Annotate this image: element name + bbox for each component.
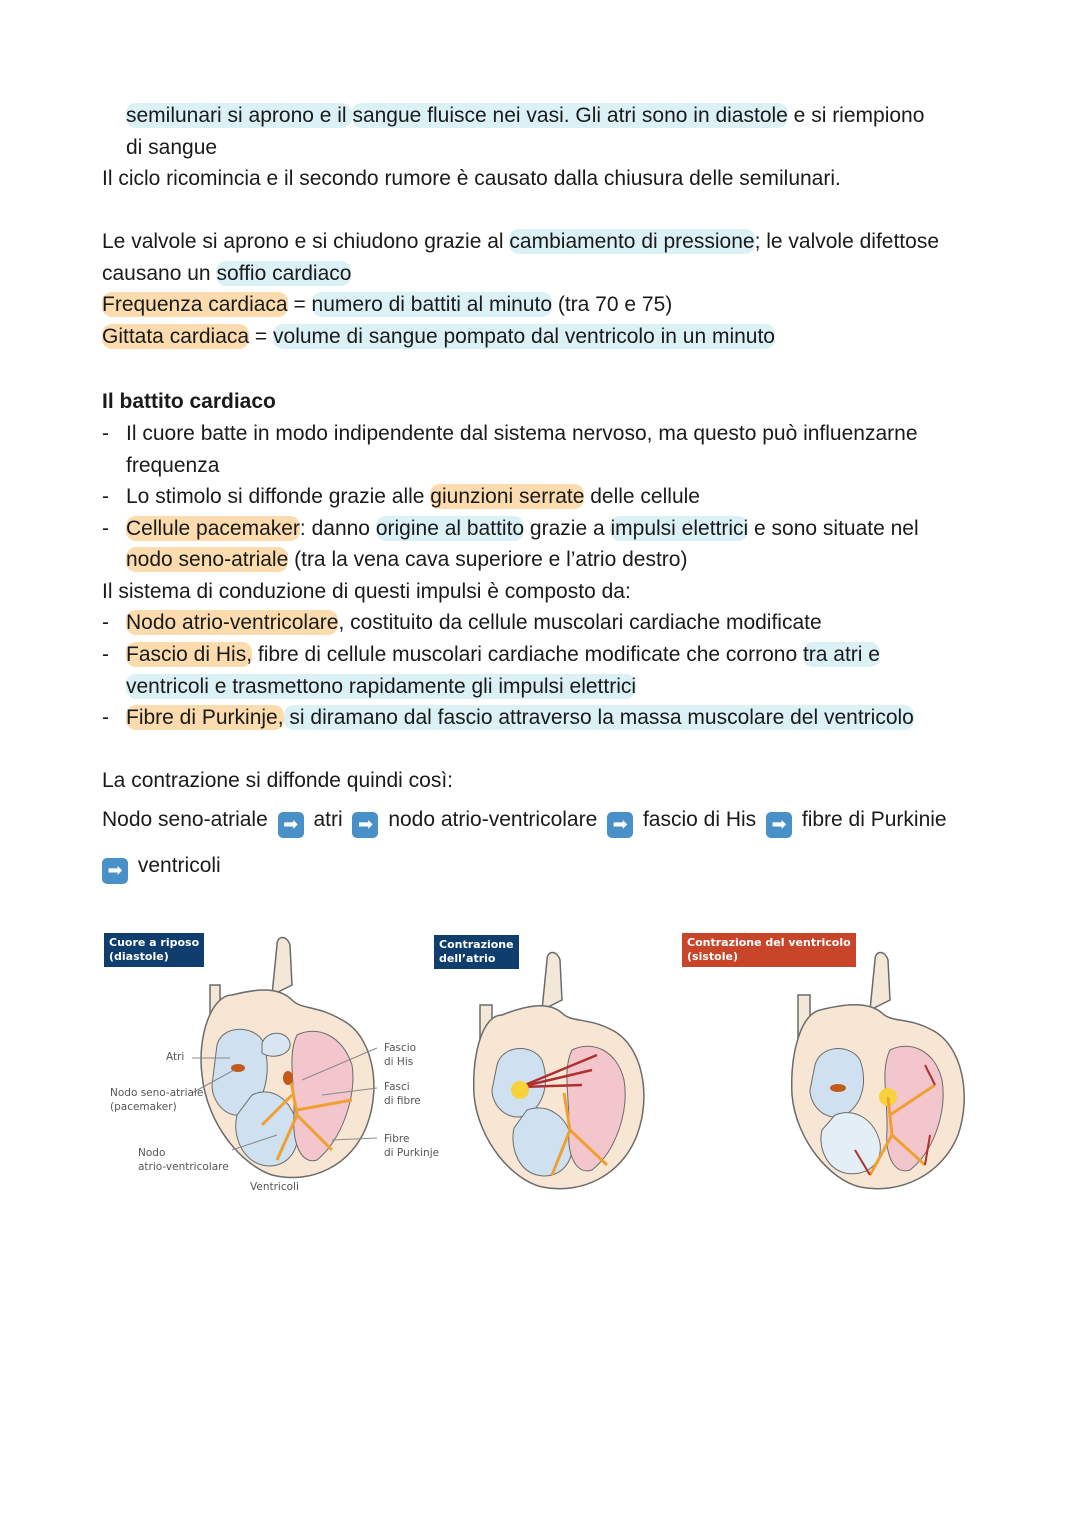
- arrow-right-icon: ➡: [352, 812, 378, 838]
- bullet-text: Fascio di His, fibre di cellule muscolari cardiache modificate che corrono tra atri e: [126, 643, 880, 666]
- sequence-line: ➡ ventricoli: [100, 851, 221, 884]
- highlight-term: Cellule pacemaker: [126, 517, 300, 540]
- highlight-text: impulsi elettrici: [610, 517, 749, 540]
- text-line: Le valvole si aprono e si chiudono grazie al cambiamento di pressione; le valvole difettose: [102, 230, 939, 253]
- bullet-dash: -: [102, 485, 109, 508]
- highlight-text: sangue fluisce nei vasi. Gli atri sono in diastole: [352, 104, 788, 127]
- highlight-text: origine al battito: [375, 517, 525, 540]
- highlight-text: si diramano dal fascio attraverso la massa muscolare del ventricolo: [283, 706, 914, 729]
- text-line: causano un soffio cardiaco: [102, 262, 352, 285]
- label-fibre-purkinje: Fibre di Purkinje: [384, 1133, 440, 1159]
- text-line: Gittata cardiaca = volume di sangue pompato dal ventricolo in un minuto: [102, 325, 775, 348]
- text-line: [126, 101, 924, 131]
- bullet-text: frequenza: [126, 454, 220, 477]
- bullet-text: [126, 703, 914, 733]
- label-fascio-his: Fascio di His: [384, 1042, 417, 1068]
- text-line: Frequenza cardiaca = numero di battiti al minuto (tra 70 e 75): [102, 293, 673, 316]
- text-line: La contrazione si diffonde quindi così:: [102, 769, 454, 792]
- bullet-text: Cellule pacemaker: danno origine al battito grazie a impulsi elettrici e sono situate nel: [126, 517, 919, 540]
- highlight-term: Fibre di Purkinje,: [126, 706, 284, 729]
- bullet-text: Nodo atrio-ventricolare, costituito da cellule muscolari cardiache modificate: [126, 611, 822, 634]
- text-line: di sangue: [126, 136, 218, 159]
- highlight-text: numero di battiti al minuto: [311, 293, 553, 316]
- heart-diagram-ventricular-contraction: [680, 925, 980, 1200]
- arrow-right-icon: ➡: [278, 812, 304, 838]
- text-line: Il sistema di conduzione di questi impulsi è composto da:: [102, 580, 631, 603]
- arrow-right-icon: ➡: [766, 812, 792, 838]
- arrow-right-icon: ➡: [607, 812, 633, 838]
- bullet-dash: -: [102, 517, 109, 540]
- panel-title: Contrazione del ventricolo (sistole): [682, 933, 856, 967]
- highlight-term: Gittata cardiaca: [102, 325, 250, 348]
- highlight-text: volume di sangue pompato dal ventricolo in un minuto: [273, 325, 775, 348]
- text: semilunari si aprono e il: [126, 104, 353, 127]
- highlight-term: Frequenza cardiaca: [102, 293, 288, 316]
- bullet-dash: -: [102, 706, 109, 729]
- label-atri: Atri: [166, 1051, 185, 1063]
- heart-illustration: [432, 925, 672, 1200]
- sequence-line: Nodo seno-atriale ➡ atri ➡ nodo atrio-ventricolare ➡ fascio di His ➡ fibre di Purkinie: [102, 805, 947, 838]
- bullet-text: [126, 672, 636, 702]
- highlight-term: Nodo atrio-ventricolare: [126, 611, 339, 634]
- bullet-text: nodo seno-atriale (tra la vena cava superiore e l’atrio destro): [126, 548, 688, 571]
- label-nodo-seno-atriale: Nodo seno-atriale (pacemaker): [110, 1087, 204, 1113]
- bullet-dash: -: [102, 611, 109, 634]
- highlight-term: Fascio di His,: [126, 643, 253, 666]
- label-ventricoli: Ventricoli: [250, 1181, 299, 1193]
- highlight-term: giunzioni serrate: [430, 485, 585, 508]
- heart-illustration: [680, 925, 980, 1200]
- bullet-text: Il cuore batte in modo indipendente dal sistema nervoso, ma questo può influenzarne: [126, 422, 918, 445]
- bullet-text: Lo stimolo si diffonde grazie alle giunzioni serrate delle cellule: [126, 485, 700, 508]
- highlight-text: soffio cardiaco: [216, 262, 352, 285]
- label-nodo-atrio-ventricolare: Nodo atrio-ventricolare: [138, 1147, 229, 1173]
- text: e si riempiono: [787, 104, 925, 127]
- highlight-text: ventricoli e trasmettono rapidamente gli impulsi elettrici: [126, 675, 637, 698]
- text-line: Il ciclo ricomincia e il secondo rumore è causato dalla chiusura delle semilunari.: [102, 167, 841, 190]
- highlight-term: nodo seno-atriale: [126, 548, 289, 571]
- bullet-dash: -: [102, 422, 109, 445]
- label-fasci-fibre: Fasci di fibre: [384, 1081, 421, 1107]
- highlight-text: tra atri e: [802, 643, 880, 666]
- panel-title: Contrazione dell’atrio: [434, 935, 519, 969]
- heart-diagram-diastole: [102, 925, 442, 1200]
- section-heading: Il battito cardiaco: [102, 390, 276, 413]
- highlight-text: cambiamento di pressione: [509, 230, 755, 253]
- panel-title: Cuore a riposo (diastole): [104, 933, 204, 967]
- arrow-right-icon: ➡: [102, 858, 128, 884]
- heart-diagram-atrial-contraction: [432, 925, 672, 1200]
- bullet-dash: -: [102, 643, 109, 666]
